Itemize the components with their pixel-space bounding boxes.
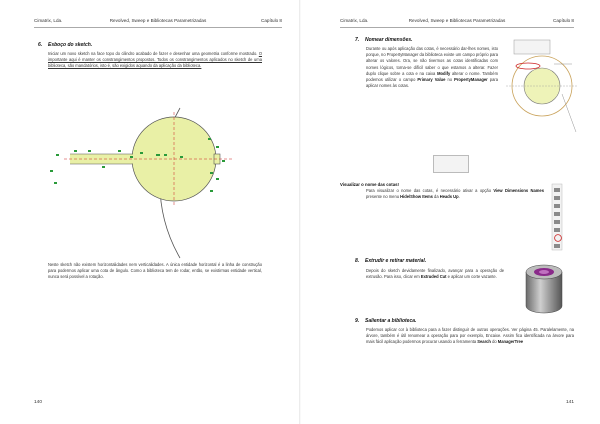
section-title-text: Salientar a biblioteca. bbox=[365, 318, 417, 324]
toolbar-icon bbox=[554, 212, 560, 216]
section-6-note: Neste sketch não existem horizontalidades nem verticalidades. A única entidade horizontal é a linha de construção para podermos aplicar uma cota de ângulo. Como a biblioteca tem de rodar, então, se existirmas entidade vertical, nunca será possível a rotação. bbox=[48, 262, 262, 280]
s8-bold-extruded: Extruded Cut bbox=[420, 274, 447, 280]
toolbar-icon bbox=[554, 196, 560, 200]
toolbar-icon bbox=[554, 188, 560, 192]
constraint-marker bbox=[54, 182, 57, 184]
toolbar-icon bbox=[554, 220, 560, 224]
constraint-marker bbox=[210, 172, 213, 174]
para1-underlined: O importante aqui é manter os constrangimentos propostos. Todos os constrangimentos aplicados no sketch de uma biblioteca, são mandatórios, isto é, são exigidos aquando da aplicação da biblioteca. bbox=[48, 51, 262, 69]
toolbar-icon bbox=[554, 204, 560, 208]
constraint-marker bbox=[164, 154, 167, 156]
header-chapter: Capítulo 8 bbox=[261, 18, 282, 23]
s7-text-c: no bbox=[445, 77, 455, 83]
sidebox-bold-view: View Dimensions Names bbox=[493, 188, 544, 193]
s8-text-a: Depois do sketch devidamente finalizado, avançar para a operação de extrusão. Para isso, clicar em bbox=[366, 268, 504, 280]
s7-bold-modify: Modify bbox=[437, 70, 451, 76]
page-number: 140 bbox=[34, 400, 43, 405]
toolbar-icon bbox=[554, 228, 560, 232]
section-6-title bbox=[38, 42, 92, 48]
s9-text-b: do bbox=[490, 339, 498, 345]
section-number: 9. bbox=[355, 318, 360, 324]
sidebox-text-b: presente no menu bbox=[366, 194, 401, 200]
s9-bold-managertree: ManagerTree bbox=[497, 339, 524, 345]
sketch-figure bbox=[30, 90, 260, 260]
extruded-part-figure bbox=[522, 258, 566, 318]
header-company: Cimatrix, Lda. bbox=[340, 18, 369, 23]
cut-pocket-highlight bbox=[539, 270, 549, 274]
s9-bold-search: Search bbox=[477, 339, 491, 345]
header-company: Cimatrix, Lda. bbox=[34, 18, 63, 23]
constraint-marker bbox=[216, 146, 219, 148]
section-title-text: Extrudir e retirar material. bbox=[365, 258, 427, 264]
constraint-marker bbox=[102, 166, 105, 168]
header-title: Revolved, Sweep e Bibliotecas Parametrizadas bbox=[408, 18, 506, 23]
propertymanager-thumbnail bbox=[433, 155, 469, 173]
s7-bold-propertymanager: PropertyManager bbox=[454, 77, 488, 83]
para1-text: Iniciar um novo sketch na face topo do cilindro acabado de fazer e desenhar uma geometria conforme mostrado. bbox=[48, 51, 259, 56]
sidebox-bold-hideshow: Hide/Show Items bbox=[400, 194, 433, 200]
page-number: 141 bbox=[565, 400, 574, 405]
section-8-title bbox=[355, 258, 426, 264]
constraint-marker bbox=[56, 154, 59, 156]
sidebox-text-a: Para visualizar o nome das cotas, é necessário ativar a opção bbox=[366, 188, 494, 193]
section-8-paragraph bbox=[366, 268, 504, 280]
section-7-title bbox=[355, 37, 413, 43]
constraint-marker bbox=[130, 156, 133, 158]
constraint-marker bbox=[180, 156, 183, 158]
s8-text-b: e aplicar um corte vazante. bbox=[446, 274, 497, 280]
toolbar-icon bbox=[554, 244, 560, 248]
s7-text-b: alterar o nome. Também podemos utilizar o campo bbox=[366, 70, 498, 83]
header-rule bbox=[34, 27, 282, 28]
sketch-drawing bbox=[50, 108, 234, 258]
section-title-text: Nomear dimensões. bbox=[365, 37, 413, 43]
sidebox-text-d: . bbox=[458, 194, 460, 200]
right-page bbox=[300, 0, 600, 424]
sidebox-text-c: da bbox=[432, 194, 440, 200]
section-9-paragraph bbox=[366, 327, 574, 346]
header-rule bbox=[340, 27, 574, 28]
sidebox-title: Visualizar o nome das cotas! bbox=[340, 182, 399, 187]
dimension-figure bbox=[502, 34, 582, 134]
constraint-marker bbox=[118, 150, 121, 152]
s7-bold-primary: Primary Value bbox=[417, 77, 446, 83]
constraint-marker bbox=[156, 154, 160, 156]
constraint-marker bbox=[74, 150, 77, 152]
constraint-marker bbox=[88, 150, 91, 152]
constraint-marker bbox=[222, 160, 225, 162]
section-7-paragraph bbox=[366, 46, 498, 89]
section-6-paragraph bbox=[48, 51, 262, 70]
header-chapter: Capítulo 8 bbox=[553, 18, 574, 23]
modify-dialog bbox=[514, 40, 550, 54]
section-title-text: Esboço do sketch. bbox=[48, 42, 93, 48]
section-9-title bbox=[355, 318, 416, 324]
constraint-marker bbox=[216, 178, 219, 180]
s9-text-a: Podemos aplicar cor à biblioteca para a fazer distinguir de outras operações. Ver página 45. Paralelamente, na árvore, também é útil renomear a operação para por exemplo, Encaixe. Assim fica identificada na árvore para mais fácil aplicação podermos procurar usando a ferramenta bbox=[366, 327, 574, 345]
constraint-marker bbox=[208, 138, 211, 140]
s7-text-d: para aplicar nomes às cotas. bbox=[366, 77, 498, 89]
constraint-marker bbox=[210, 190, 213, 192]
header-title: Revolved, Sweep e Bibliotecas Parametrizadas bbox=[109, 18, 207, 23]
sidebox-bold-headsup: Heads Up bbox=[439, 194, 459, 200]
s7-text-a: Durante ou após aplicação das cotas, é necessário dar-lhes nomes, isto porque, no PropertyManager da biblioteca existe um campo próprio para alterar os valores. Ora, se não tivermos as cotas identificadas com nomes lógicos, torna-se difícil saber o que estamos a alterar. Fazer duplo clique sobre a cota e na caixa bbox=[366, 46, 498, 76]
hideshow-toolbar-figure bbox=[550, 184, 566, 254]
section-number: 7. bbox=[355, 37, 360, 43]
constraint-marker bbox=[140, 152, 143, 154]
section-number: 8. bbox=[355, 258, 360, 264]
sidebox-text bbox=[366, 188, 544, 200]
section-number: 6. bbox=[38, 42, 43, 48]
constraint-marker bbox=[50, 170, 53, 172]
